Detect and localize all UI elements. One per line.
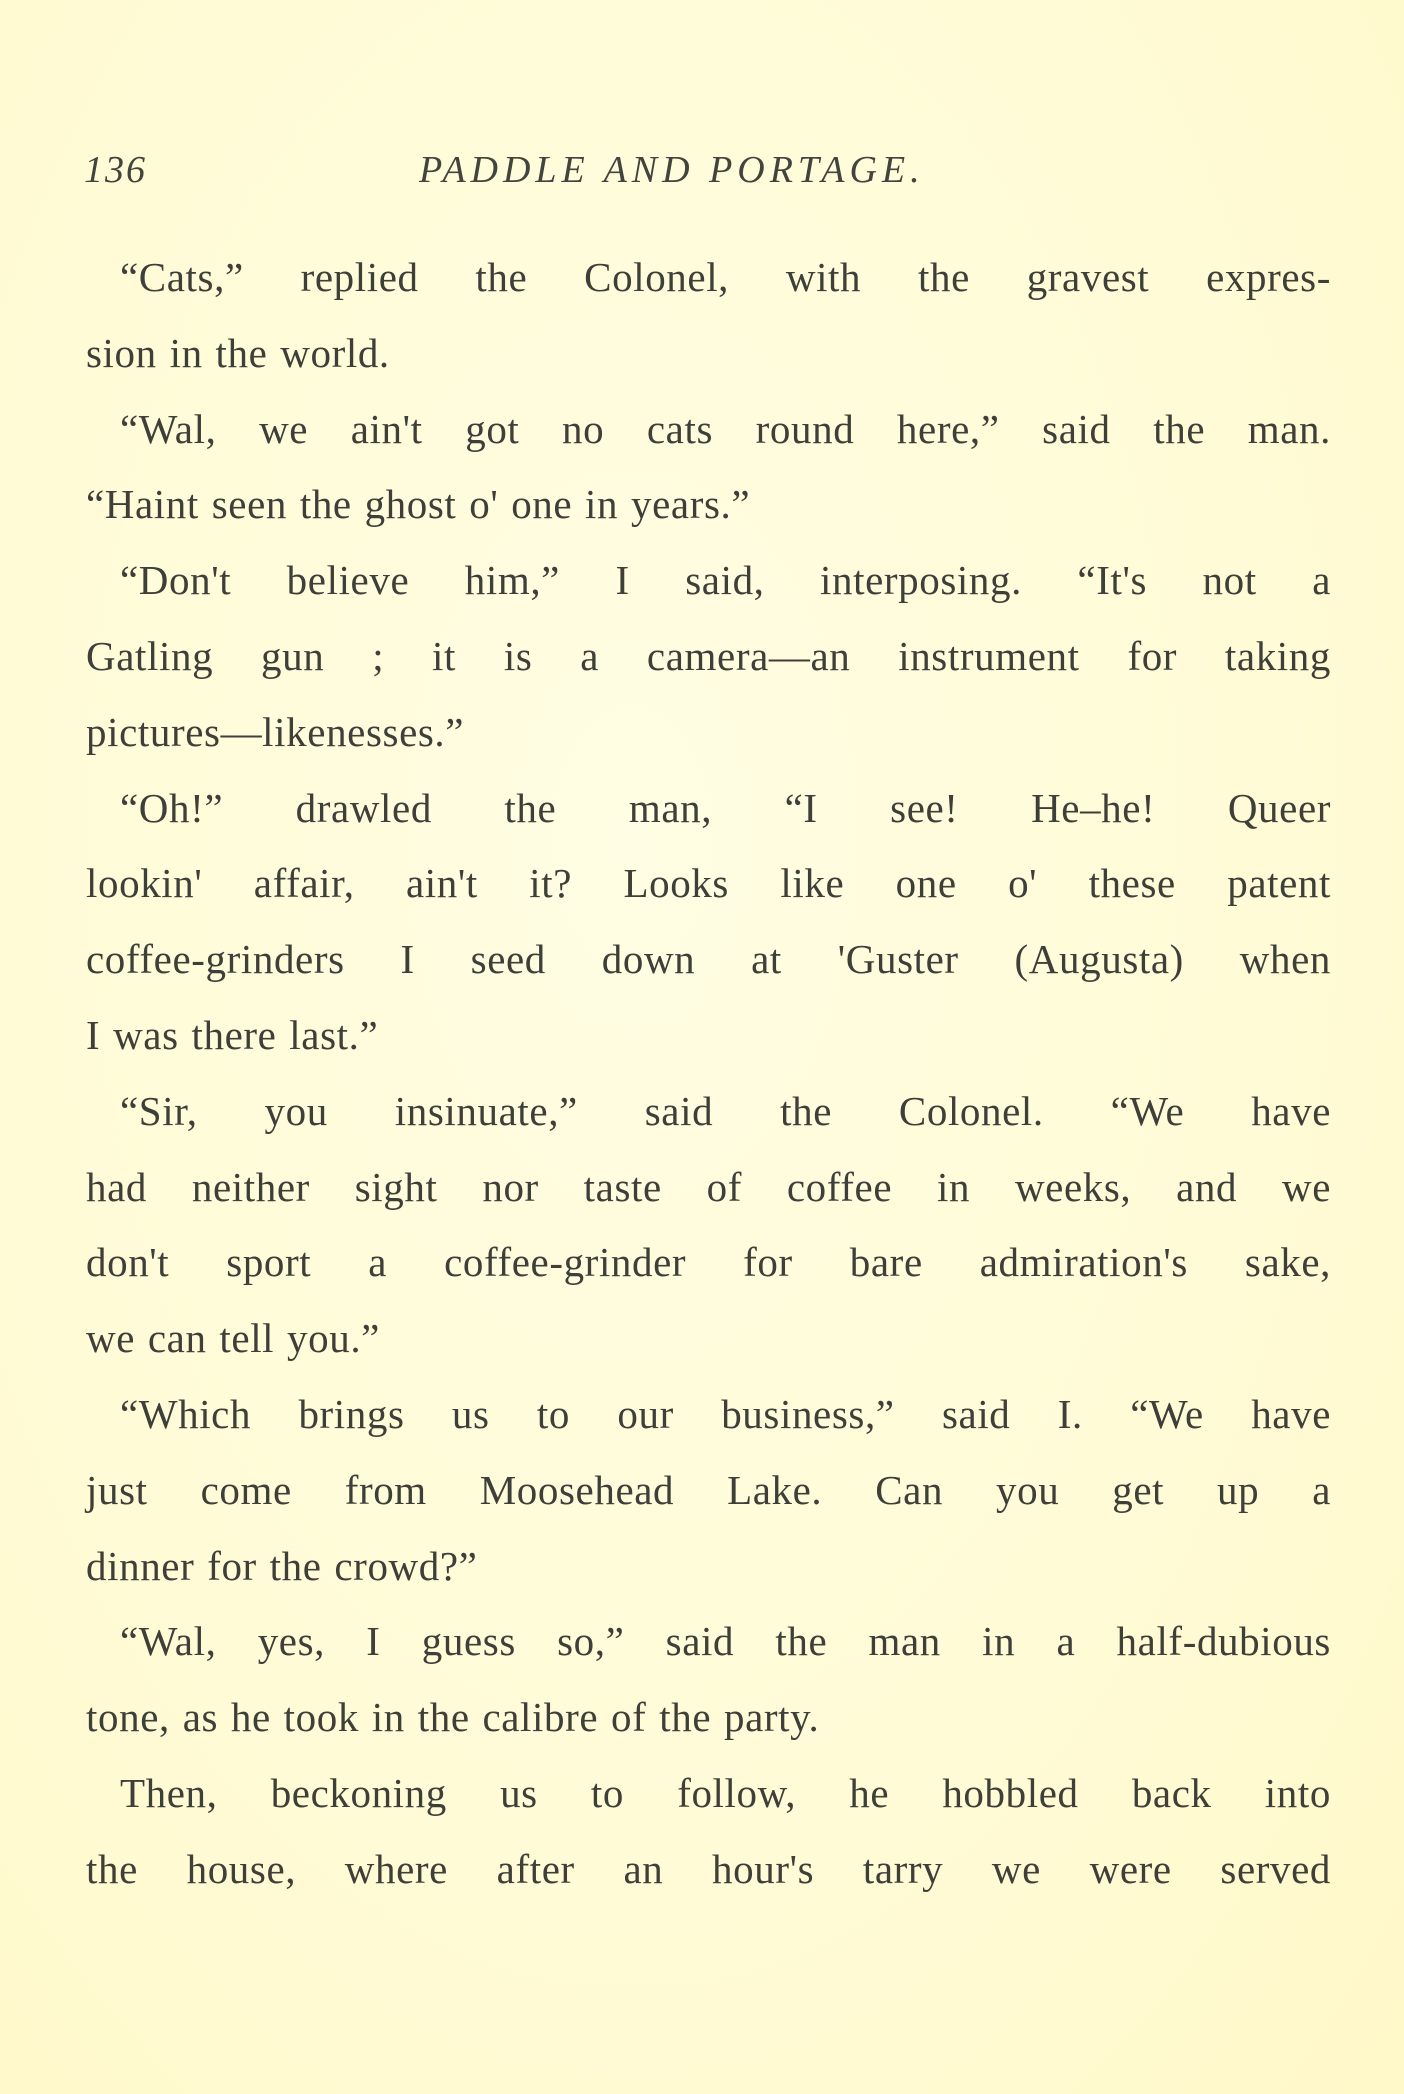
- text-line: “Sir, you insinuate,” said the Colonel. “We have: [120, 1087, 1331, 1134]
- text-line: dinner for the crowd?”: [86, 1542, 478, 1589]
- text-line: don't sport a coffee-grinder for bare admiration's sake,: [86, 1239, 1331, 1286]
- text-line: tone, as he took in the calibre of the party.: [86, 1694, 820, 1741]
- running-title: PADDLE AND PORTAGE.: [419, 149, 925, 191]
- text-line: “Wal, we ain't got no cats round here,” said the man.: [120, 405, 1331, 452]
- text-line: “Which brings us to our business,” said I. “We have: [120, 1390, 1331, 1437]
- text-line: coffee-grinders I seed down at 'Guster (Augusta) when: [86, 936, 1331, 983]
- text-line: “Don't believe him,” I said, interposing. “It's not a: [120, 557, 1331, 604]
- text-line: just come from Moosehead Lake. Can you get up a: [86, 1466, 1331, 1513]
- text-line: “Haint seen the ghost o' one in years.”: [86, 481, 751, 528]
- text-line: I was there last.”: [86, 1011, 379, 1058]
- text-line: pictures—likenesses.”: [86, 708, 465, 755]
- text-line: Gatling gun ; it is a camera—an instrument for taking: [86, 632, 1331, 679]
- text-line: the house, where after an hour's tarry we were served: [86, 1845, 1331, 1892]
- text-line: lookin' affair, ain't it? Looks like one o' these patent: [86, 860, 1331, 907]
- text-line: “Wal, yes, I guess so,” said the man in a half-dubious: [120, 1618, 1331, 1665]
- body-text: [86, 240, 1331, 1908]
- page-number: 136: [84, 149, 147, 191]
- text-line: had neither sight nor taste of coffee in weeks, and we: [86, 1163, 1331, 1210]
- text-line: “Cats,” replied the Colonel, with the gravest expres-: [120, 254, 1331, 300]
- text-line: “Oh!” drawled the man, “I see! He–he! Queer: [120, 784, 1331, 831]
- text-line: sion in the world.: [86, 329, 390, 376]
- running-head: [84, 148, 1324, 198]
- text-line: we can tell you.”: [86, 1315, 380, 1362]
- text-line: Then, beckoning us to follow, he hobbled back into: [120, 1769, 1331, 1816]
